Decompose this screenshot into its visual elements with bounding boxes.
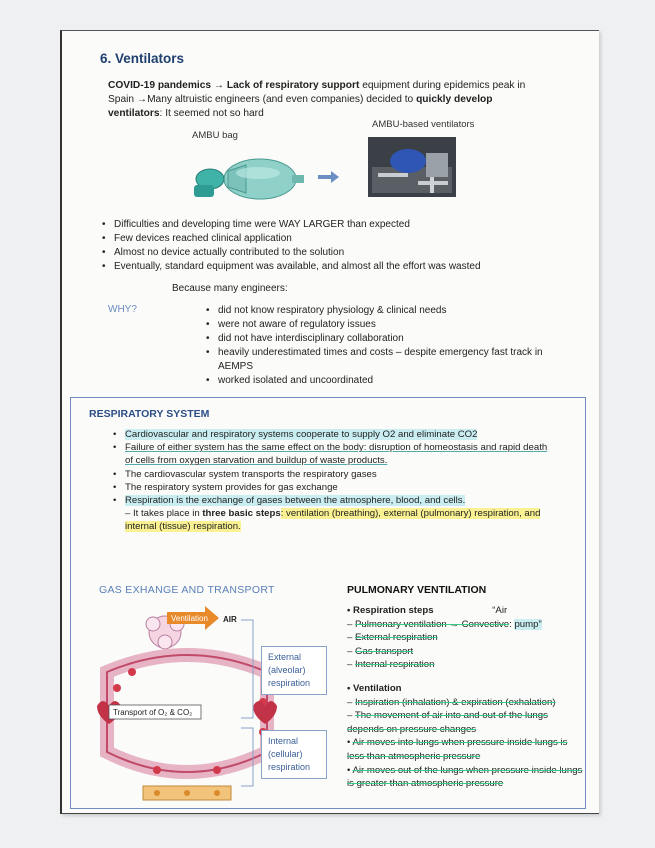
- list-item-text: The respiratory system provides for gas exchange: [125, 481, 338, 493]
- pulmonary-title: PULMONARY VENTILATION: [347, 584, 487, 596]
- list-item-text: Respiration is the exchange of gases between the atmosphere, blood, and cells.: [125, 495, 466, 507]
- vent-item: – Inspiration (inhalation) & expiration (exhalation): [347, 696, 556, 708]
- list-item: [125, 481, 551, 494]
- vent-text: Inspiration (inhalation) & expiration (exhalation): [355, 696, 556, 708]
- internal-respiration-box: Internal (cellular) respiration: [261, 730, 327, 779]
- gas-exchange-title: GAS EXHANGE AND TRANSPORT: [99, 584, 275, 596]
- ambu-ventilator-label: AMBU-based ventilators: [372, 119, 475, 130]
- vent-item: – The movement of air into and out of the lungs depends on pressure changes: [347, 710, 548, 735]
- step-row: – Internal respiration: [347, 659, 435, 671]
- step-sep: :: [509, 618, 515, 630]
- intro-paragraph: [108, 79, 548, 121]
- step-row: – Gas transport: [347, 645, 414, 657]
- external-respiration-box: External (alveolar) respiration: [261, 646, 327, 695]
- list-item: [125, 468, 551, 481]
- ambu-bag-image: [188, 149, 308, 207]
- respiratory-list: [111, 428, 551, 534]
- step-row: – Pulmonary ventilation → Convective: pump”: [347, 618, 542, 630]
- because-label: Because many engineers:: [172, 283, 288, 294]
- ventilation-label: Ventilation: [171, 614, 208, 623]
- reasons-list: [204, 304, 574, 388]
- intro-bold-2: quickly develop ventilators: [108, 94, 493, 119]
- intro-bold-1: COVID-19 pandemics → Lack of respiratory support: [108, 80, 360, 91]
- intro-text-1: equipment during epidemics peak in Spain →Many altruistic engineers (and even companies) decided to: [108, 80, 526, 105]
- vent-text: Air moves into lungs when pressure inside lungs is less than atmospheric pressure: [347, 737, 568, 762]
- list-item: • Few devices reached clinical application: [114, 232, 584, 246]
- step-text: Internal respiration: [355, 659, 435, 671]
- list-item: • were not aware of regulatory issues: [218, 318, 574, 332]
- section-title: 6. Ventilators: [100, 51, 185, 66]
- ambu-bag-label: AMBU bag: [192, 130, 238, 141]
- three-steps-bold: three basic steps: [202, 508, 281, 520]
- step-text: Pulmonary ventilation → Convective: [355, 618, 510, 630]
- step-row: – External respiration: [347, 632, 438, 644]
- intro-text-2: : It seemed not so hard: [159, 108, 264, 119]
- list-item: • did not have interdisciplinary collaboration: [218, 332, 574, 346]
- air-label: AIR: [223, 615, 237, 624]
- steps-highlight: : ventilation (breathing), external (pulmonary) respiration, and internal (tissue) respiration.: [125, 508, 541, 533]
- list-item-text: The cardiovascular system transports the respiratory gases: [125, 468, 377, 480]
- vent-item: • Air moves out of the lungs when pressure inside lungs is greater than atmospheric pressure: [347, 764, 583, 790]
- ventilation-heading: Ventilation: [353, 682, 402, 694]
- steps-heading-row: • Respiration steps “Air: [347, 605, 508, 616]
- list-item-text: Cardiovascular and respiratory systems cooperate to supply O2 and eliminate CO2: [125, 429, 478, 440]
- difficulties-list: [100, 218, 584, 274]
- ventilation-heading-row: • Ventilation: [347, 682, 402, 694]
- vent-text: Air moves out of the lungs when pressure inside lungs is greater than atmospheric pressure: [347, 764, 583, 790]
- respiratory-title: RESPIRATORY SYSTEM: [89, 408, 210, 420]
- list-item: [125, 494, 551, 534]
- respiratory-section: [70, 397, 586, 809]
- list-item: • did not know respiratory physiology & clinical needs: [218, 304, 574, 318]
- list-item: • Almost no device actually contributed to the solution: [114, 246, 584, 260]
- list-item: • Eventually, standard equipment was available, and almost all the effort was wasted: [114, 260, 584, 274]
- list-item: • worked isolated and uncoordinated: [218, 374, 574, 388]
- ambu-ventilator-image: [368, 137, 456, 197]
- list-item: [125, 428, 551, 441]
- document-page: [60, 30, 599, 814]
- air-note: “Air: [492, 605, 508, 616]
- step-text: External respiration: [355, 632, 438, 644]
- steps-heading: Respiration steps: [353, 605, 434, 616]
- list-item-text: Failure of either system has the same effect on the body: disruption of homeostasis and rapid death of cells from oxygen starvation and buildup of waste products.: [125, 442, 548, 467]
- transport-label: Transport of O₂ & CO₂: [113, 708, 193, 717]
- pulmonary-body: [347, 604, 583, 791]
- list-item: [125, 441, 551, 467]
- list-item: • Difficulties and developing time were WAY LARGER than expected: [114, 218, 584, 232]
- respiratory-list-wrap: [111, 428, 551, 534]
- arrow-right-icon: [318, 171, 340, 183]
- list-item-text: – It takes place in: [125, 508, 203, 520]
- list-item: • heavily underestimated times and costs – despite emergency fast track in AEMPS: [218, 346, 574, 374]
- pump-note: pump”: [514, 618, 542, 630]
- step-text: Gas transport: [355, 645, 414, 657]
- vent-item: • Air moves into lungs when pressure inside lungs is less than atmospheric pressure: [347, 737, 568, 762]
- why-label: WHY?: [108, 304, 137, 315]
- vent-text: The movement of air into and out of the lungs depends on pressure changes: [347, 710, 548, 735]
